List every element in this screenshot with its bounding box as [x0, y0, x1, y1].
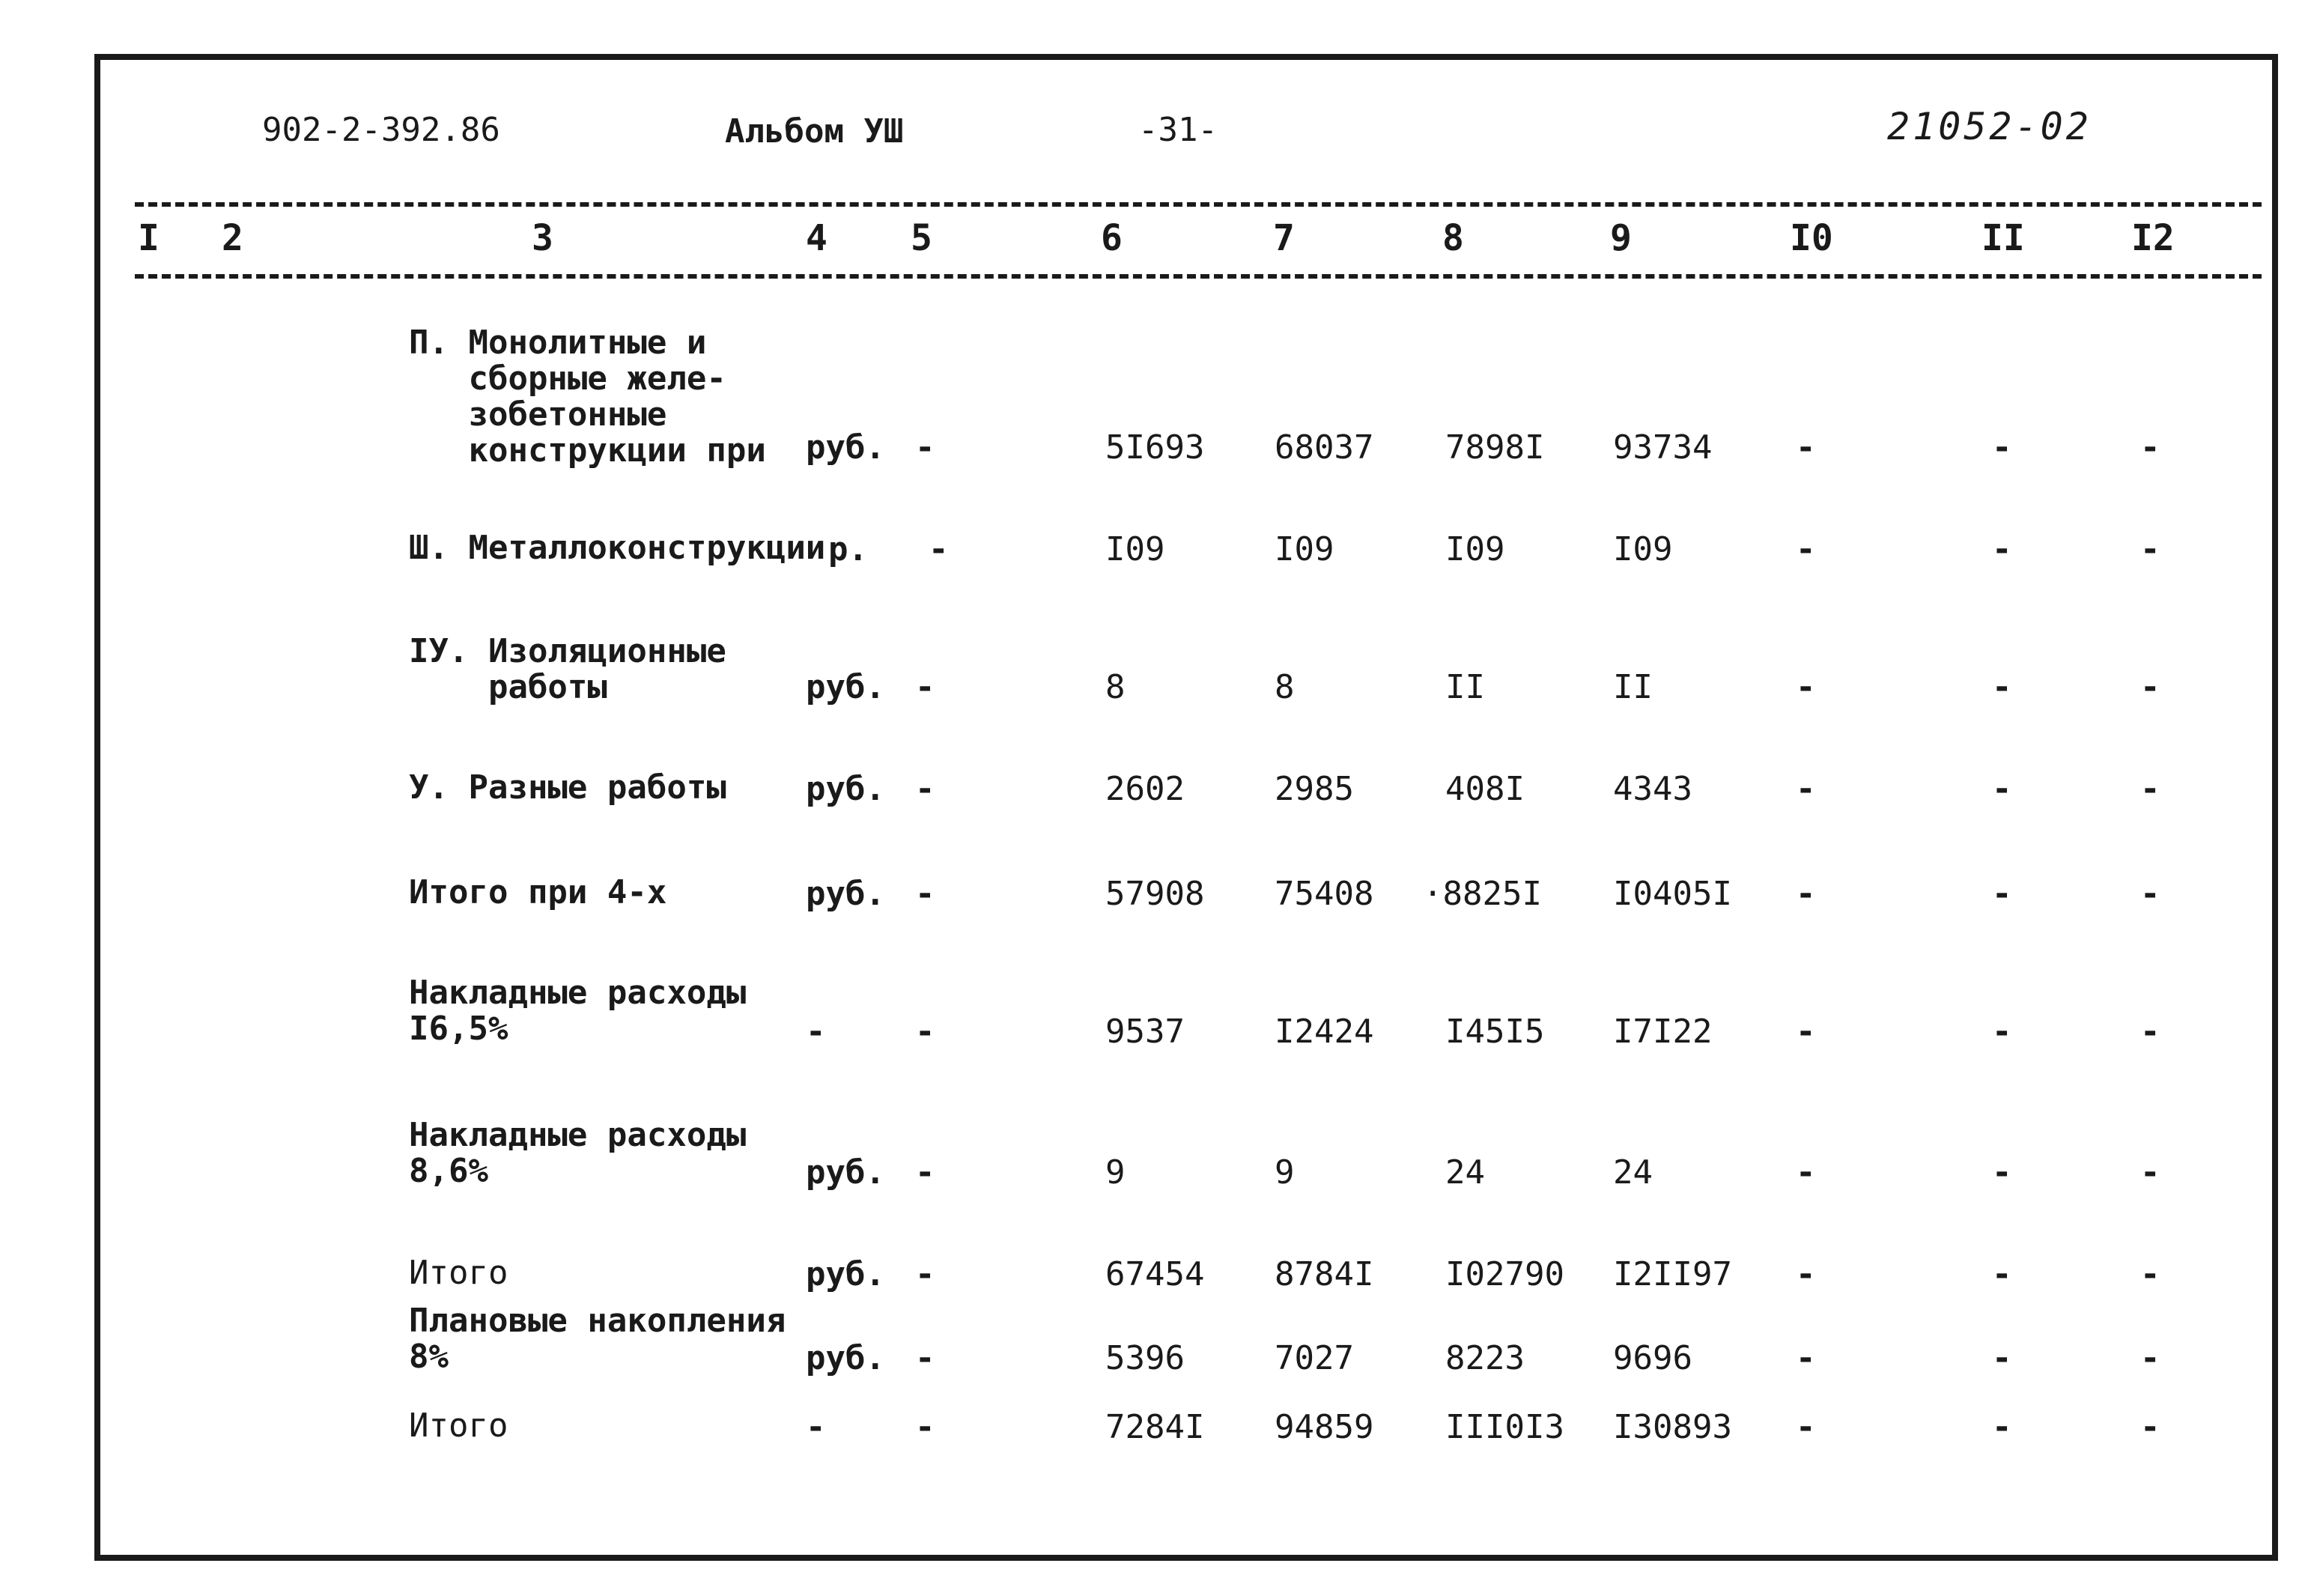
- row-col12: -: [2140, 770, 2160, 808]
- row-col9: I0405I: [1613, 875, 1732, 913]
- row-col5: -: [915, 1408, 935, 1446]
- col-num-12: I2: [2131, 217, 2175, 259]
- project-code: 902-2-392.86: [262, 111, 500, 149]
- row-label: Плановые накопления 8%: [409, 1302, 786, 1376]
- row-unit: руб.: [806, 668, 885, 706]
- col-num-7: 7: [1273, 217, 1295, 259]
- row-col8: I09: [1445, 530, 1505, 568]
- row-col8: 7898I: [1445, 428, 1545, 467]
- col-num-8: 8: [1442, 217, 1464, 259]
- row-label: Ш. Металлоконструкции: [409, 529, 826, 567]
- row-col7: 9: [1275, 1153, 1295, 1192]
- row-col5: -: [915, 875, 935, 913]
- row-label: П. Монолитные и сборные желе- зобетонные конструкции при: [409, 324, 766, 470]
- row-col10: -: [1796, 1339, 1816, 1377]
- row-col5: -: [915, 668, 935, 706]
- row-col6: 9537: [1105, 1013, 1185, 1051]
- row-col12: -: [2140, 668, 2160, 706]
- row-unit: -: [806, 1013, 826, 1051]
- row-col11: -: [1992, 1013, 2012, 1051]
- row-col5: -: [915, 770, 935, 808]
- row-col5: -: [915, 1255, 935, 1293]
- row-col10: -: [1796, 530, 1816, 568]
- row-unit: руб.: [806, 428, 885, 467]
- row-col5: -: [915, 1013, 935, 1051]
- row-col11: -: [1992, 1153, 2012, 1192]
- row-col9: I30893: [1613, 1408, 1732, 1446]
- row-col8: III0I3: [1445, 1408, 1564, 1446]
- row-col12: -: [2140, 530, 2160, 568]
- row-label: Накладные расходы 8,6%: [409, 1116, 747, 1190]
- row-col8: 408I: [1445, 770, 1525, 808]
- row-col6: I09: [1105, 530, 1165, 568]
- row-col11: -: [1992, 1408, 2012, 1446]
- row-label: Накладные расходы I6,5%: [409, 974, 747, 1048]
- row-col7: 68037: [1275, 428, 1374, 467]
- row-label: Итого: [409, 1407, 508, 1445]
- row-col12: -: [2140, 1013, 2160, 1051]
- col-num-11: II: [1981, 217, 2025, 259]
- album-label: Альбом УШ: [725, 112, 904, 151]
- row-col8: I02790: [1445, 1255, 1564, 1293]
- row-unit: руб.: [806, 770, 885, 808]
- row-col8: 24: [1445, 1153, 1485, 1192]
- row-col9: 4343: [1613, 770, 1692, 808]
- col-num-3: 3: [532, 217, 553, 259]
- row-unit: р.: [828, 530, 868, 568]
- row-col11: -: [1992, 668, 2012, 706]
- header-rule-top: [135, 202, 2262, 207]
- row-col9: II: [1613, 668, 1653, 706]
- row-col11: -: [1992, 1339, 2012, 1377]
- row-col7: 75408: [1275, 875, 1374, 913]
- row-col10: -: [1796, 875, 1816, 913]
- row-col11: -: [1992, 875, 2012, 913]
- row-col10: -: [1796, 1013, 1816, 1051]
- row-col9: I7I22: [1613, 1013, 1713, 1051]
- row-col9: 9696: [1613, 1339, 1692, 1377]
- row-col9: I09: [1613, 530, 1673, 568]
- row-unit: руб.: [806, 875, 885, 913]
- page-number: -31-: [1138, 111, 1218, 149]
- row-col12: -: [2140, 875, 2160, 913]
- row-col12: -: [2140, 1153, 2160, 1192]
- row-col9: 24: [1613, 1153, 1653, 1192]
- row-col12: -: [2140, 1255, 2160, 1293]
- row-col12: -: [2140, 1339, 2160, 1377]
- row-col5: -: [915, 428, 935, 467]
- row-col8: ·8825I: [1423, 875, 1542, 913]
- row-col7: 8784I: [1275, 1255, 1374, 1293]
- row-col6: 57908: [1105, 875, 1205, 913]
- row-col5: -: [929, 530, 949, 568]
- row-col6: 5396: [1105, 1339, 1185, 1377]
- row-label: Итого: [409, 1254, 508, 1292]
- row-label: Итого при 4-х: [409, 873, 667, 911]
- row-col12: -: [2140, 428, 2160, 467]
- row-col7: 8: [1275, 668, 1295, 706]
- row-col5: -: [915, 1153, 935, 1192]
- row-col6: 5I693: [1105, 428, 1205, 467]
- row-col12: -: [2140, 1408, 2160, 1446]
- row-col11: -: [1992, 530, 2012, 568]
- row-col8: I45I5: [1445, 1013, 1545, 1051]
- row-col5: -: [915, 1339, 935, 1377]
- row-col6: 67454: [1105, 1255, 1205, 1293]
- row-col8: 8223: [1445, 1339, 1525, 1377]
- row-col6: 9: [1105, 1153, 1126, 1192]
- col-num-6: 6: [1101, 217, 1123, 259]
- row-col10: -: [1796, 1153, 1816, 1192]
- row-col11: -: [1992, 770, 2012, 808]
- row-col8: II: [1445, 668, 1485, 706]
- col-num-5: 5: [911, 217, 932, 259]
- row-col6: 2602: [1105, 770, 1185, 808]
- document-number: 21052-02: [1887, 105, 2092, 148]
- col-num-1: I: [138, 217, 160, 259]
- row-col7: 94859: [1275, 1408, 1374, 1446]
- row-col11: -: [1992, 428, 2012, 467]
- row-col10: -: [1796, 428, 1816, 467]
- row-col10: -: [1796, 668, 1816, 706]
- row-label: У. Разные работы: [409, 768, 726, 807]
- row-label: IУ. Изоляционные работы: [409, 632, 726, 706]
- row-col6: 8: [1105, 668, 1126, 706]
- row-col7: I09: [1275, 530, 1334, 568]
- row-unit: руб.: [806, 1339, 885, 1377]
- row-col7: I2424: [1275, 1013, 1374, 1051]
- row-col10: -: [1796, 770, 1816, 808]
- row-unit: -: [806, 1408, 826, 1446]
- row-unit: руб.: [806, 1255, 885, 1293]
- row-col9: 93734: [1613, 428, 1713, 467]
- row-col11: -: [1992, 1255, 2012, 1293]
- row-col10: -: [1796, 1408, 1816, 1446]
- row-col10: -: [1796, 1255, 1816, 1293]
- col-num-2: 2: [222, 217, 243, 259]
- row-col9: I2II97: [1613, 1255, 1732, 1293]
- row-col7: 7027: [1275, 1339, 1354, 1377]
- row-col7: 2985: [1275, 770, 1354, 808]
- header-rule-bottom: [135, 274, 2262, 279]
- row-col6: 7284I: [1105, 1408, 1205, 1446]
- col-num-4: 4: [806, 217, 827, 259]
- col-num-9: 9: [1610, 217, 1632, 259]
- col-num-10: I0: [1790, 217, 1833, 259]
- row-unit: руб.: [806, 1153, 885, 1192]
